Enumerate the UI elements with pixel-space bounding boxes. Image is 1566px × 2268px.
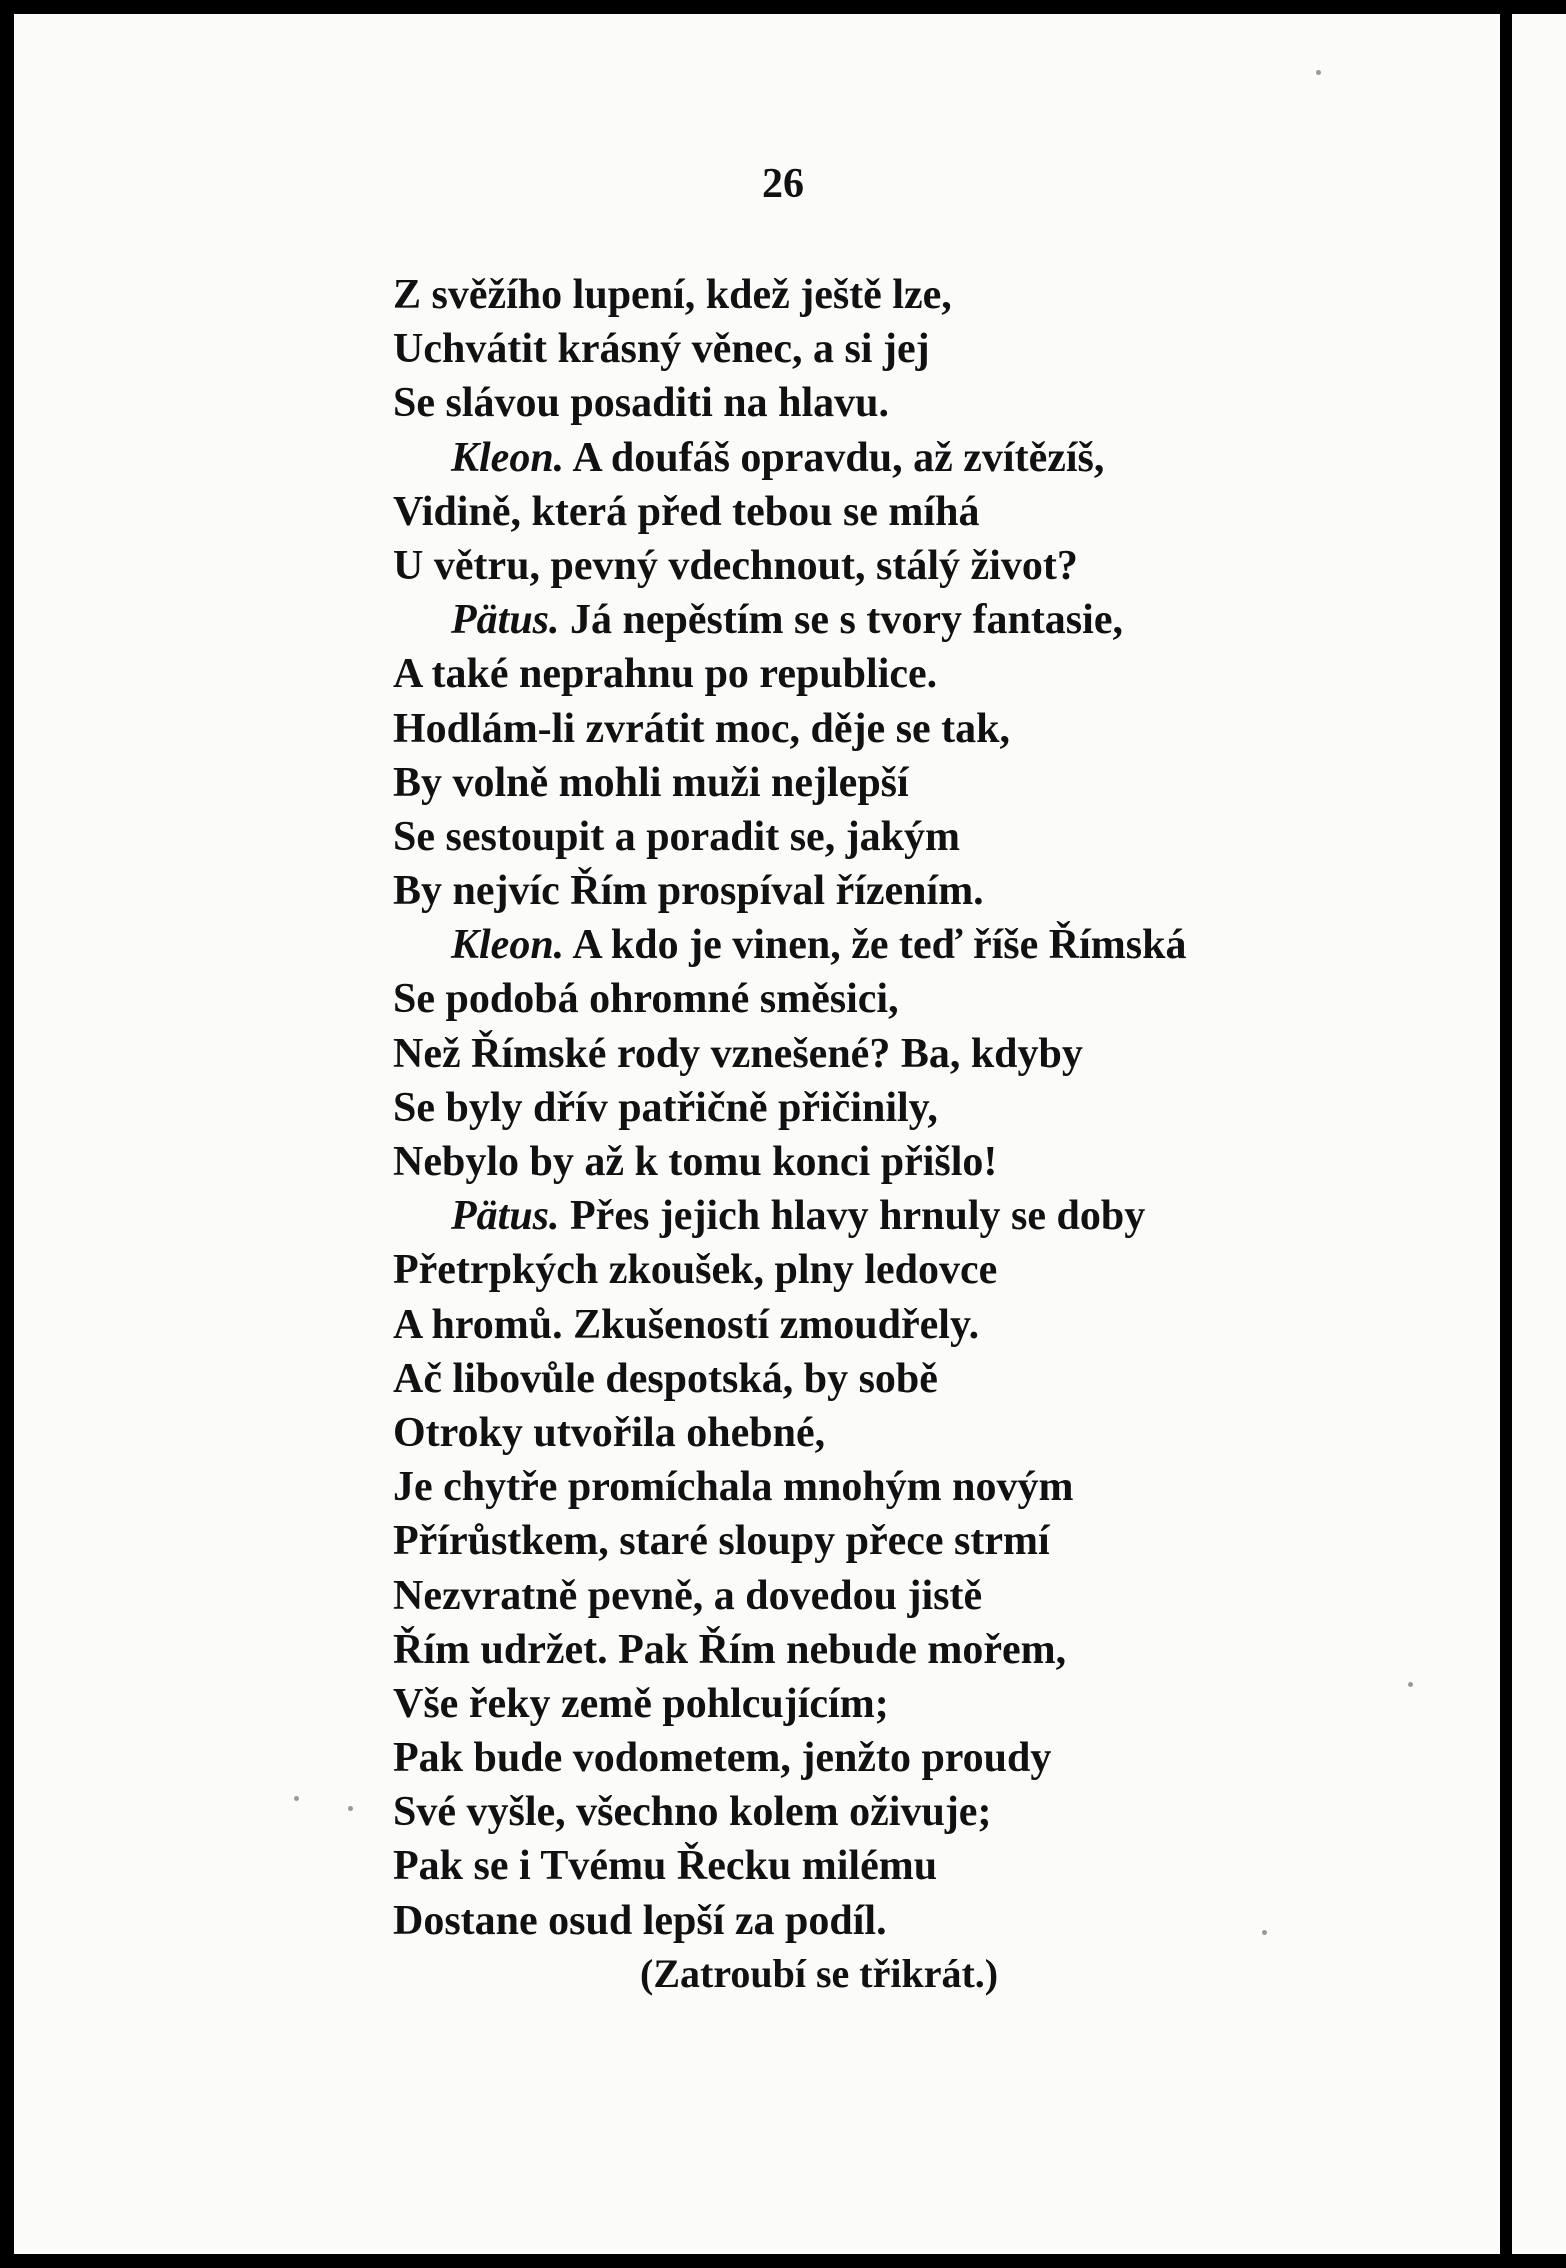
verse-line	[393, 268, 1186, 322]
verse-line	[393, 376, 1186, 430]
verse-text: Ač libovůle despotská, by sobě	[393, 1355, 938, 1402]
verse-text: Já nepěstím se s tvory fantasie,	[559, 597, 1123, 644]
verse-line	[393, 1243, 1186, 1297]
verse-line	[393, 485, 1186, 539]
verse-line	[393, 1027, 1186, 1081]
verse-line	[393, 756, 1186, 810]
verse-line	[393, 1623, 1186, 1677]
verse-line	[393, 1406, 1186, 1460]
verse-line	[393, 1785, 1186, 1839]
verse-text: Vidině, která před tebou se míhá	[393, 488, 980, 535]
speaker-name: Kleon.	[451, 434, 565, 481]
verse-text: Vše řeky země pohlcujícím;	[393, 1680, 889, 1727]
dust-speck	[294, 1796, 299, 1801]
scan-edge	[1512, 14, 1566, 2254]
verse-text: Otroky utvořila ohebné,	[393, 1409, 826, 1456]
verse-text: A hromů. Zkušeností zmoudřely.	[393, 1301, 980, 1348]
dust-speck	[1262, 1930, 1267, 1935]
verse-text: Dostane osud lepší za podíl.	[393, 1897, 887, 1944]
page-number: 26	[762, 161, 804, 207]
verse-line	[393, 918, 1186, 972]
verse-text: Hodlám-li zvrátit moc, děje se tak,	[393, 705, 1011, 752]
verse-line	[393, 1298, 1186, 1352]
verse-text: Přes jejich hlavy hrnuly se doby	[559, 1193, 1146, 1240]
verse-line	[393, 1081, 1186, 1135]
verse-text: Se slávou posaditi na hlavu.	[393, 380, 890, 427]
verse-text: A také neprahnu po republice.	[393, 651, 938, 698]
speaker-name: Pätus.	[451, 1193, 560, 1240]
verse-line	[393, 1460, 1186, 1514]
verse-line	[393, 1352, 1186, 1406]
verse-text: Pak bude vodometem, jenžto proudy	[393, 1735, 1052, 1782]
verse-text: Nezvratně pevně, a dovedou jistě	[393, 1572, 983, 1619]
verse-line	[393, 864, 1186, 918]
verse-text: Se podobá ohromné směsici,	[393, 976, 899, 1023]
verse-line	[393, 1135, 1186, 1189]
speaker-name: Kleon.	[451, 922, 565, 969]
verse-line	[393, 539, 1186, 593]
verse-line	[393, 1894, 1186, 1948]
verse-text: A kdo je vinen, že teď říše Římská	[564, 922, 1187, 969]
verse-text: Pak se i Tvému Řecku milému	[393, 1843, 938, 1890]
verse-text: Než Římské rody vznešené? Ba, kdyby	[393, 1030, 1083, 1077]
verse-line	[393, 972, 1186, 1026]
verse-text: Z svěžího lupení, kdež ještě lze,	[393, 272, 952, 318]
verse-line	[393, 322, 1186, 376]
verse-text: U větru, pevný vdechnout, stálý život?	[393, 542, 1078, 589]
stage-direction: (Zatroubí se třikrát.)	[640, 1951, 999, 1996]
verse-text: By nejvíc Řím prospíval řízením.	[393, 868, 984, 915]
verse-text: Nebylo by až k tomu konci přišlo!	[393, 1139, 998, 1185]
verse-line	[393, 1514, 1186, 1568]
verse-text: Se sestoupit a poradit se, jakým	[393, 813, 961, 860]
verse-line	[393, 702, 1186, 756]
verse-text: Přetrpkých zkoušek, plny ledovce	[393, 1247, 998, 1294]
verse-text: Řím udržet. Pak Řím nebude mořem,	[393, 1626, 1067, 1673]
verse-line	[393, 810, 1186, 864]
dust-speck	[1408, 1682, 1413, 1687]
verse-text: By volně mohli muži nejlepší	[393, 759, 909, 806]
verse-text: Přírůstkem, staré sloupy přece strmí	[393, 1518, 1050, 1565]
verse-text: A doufáš opravdu, až zvítězíš,	[564, 434, 1105, 481]
verse-line	[393, 431, 1186, 485]
dust-speck	[1316, 70, 1321, 75]
speaker-name: Pätus.	[451, 597, 560, 644]
verse-text: Své vyšle, všechno kolem oživuje;	[393, 1789, 992, 1836]
verse-line	[393, 1677, 1186, 1731]
verse-line	[393, 1839, 1186, 1893]
verse-text: Je chytře promíchala mnohým novým	[393, 1464, 1074, 1511]
verse-text: Uchvátit krásný věnec, a si jej	[393, 326, 930, 373]
dust-speck	[348, 1806, 353, 1811]
verse-line	[393, 647, 1186, 701]
verse-line	[393, 1731, 1186, 1785]
verse-line	[393, 1189, 1186, 1243]
verse-block	[393, 268, 1186, 1948]
verse-line	[393, 1569, 1186, 1623]
verse-text: Se byly dřív patřičně přičinily,	[393, 1084, 938, 1131]
verse-line	[393, 593, 1186, 647]
